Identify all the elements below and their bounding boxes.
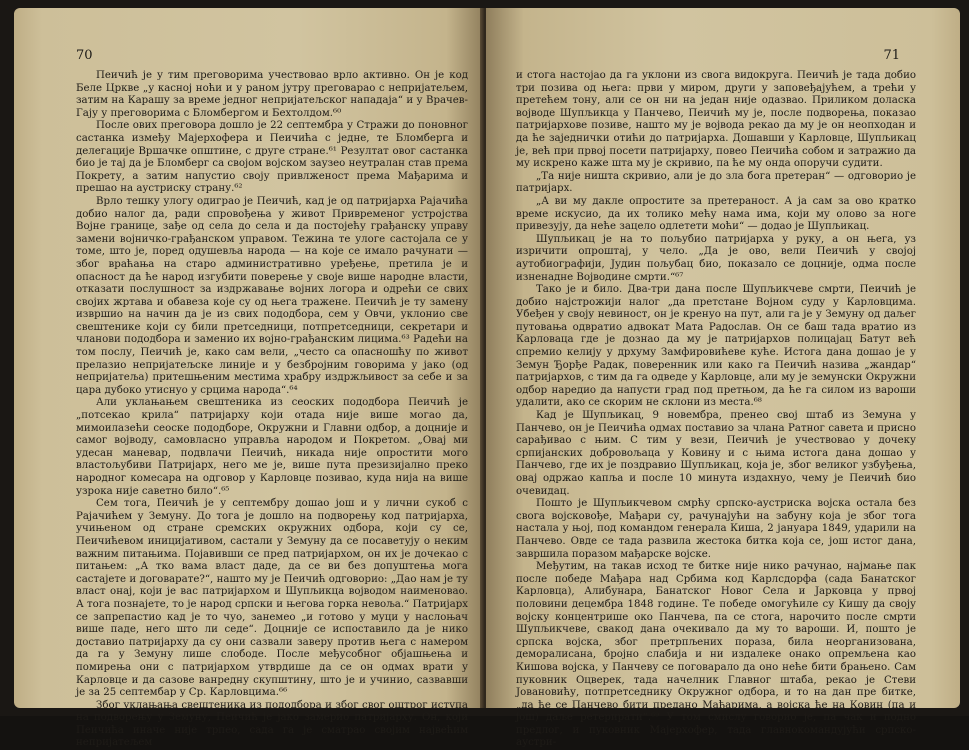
left-page	[14, 8, 484, 749]
paragraph: Али уклањањем свештеника из сеоских пододбора Пеичић је „потсекао крила“ патријарху који отада није више могао да, мимоилазећи сеоске пододборе, Окружни и Главни одбор, а доцније и самог војводу, самовласно управља народом и Покретом. „Овај ми удесан маневар, подвлачи Пеичић, никада није опростити мого властољубиви Патријарх, него ме је, више пута презизијално преко народног комесара на одговор у Карловце позивао, куда нија на више узрока није саветно било“.⁶⁵	[76, 397, 468, 497]
right-page	[486, 8, 960, 749]
paragraph: Пошто је Шупљикчевом смрћу српско-аустриска војска остала без свога војсковође, Мађари су, рачунајући на забуну која је због тога настала у њој, под командом генерала Киша, 2 јануара 1849, ударили на Панчево. Овде се тада развила жестока битка која се, још истог дана, завршила поразом мађарске војске.	[516, 498, 916, 560]
left-page-number: 70	[76, 48, 93, 63]
paragraph: Тако је и било. Два-три дана после Шупљикчеве смрти, Пеичић је добио најстрожији налог „да претстане Војном суду у Карловцима. Убеђен у своју невиност, он је кренуо на пут, али га је у Земуну од даљег путовања одвратио адвокат Мата Радослав. Он се баш тада вратио из Карловаца где је дознао да му је патријархов полицајац Батут већ спремио келију у дрхуму Замфировићеве куће. Истога дана дошао је у Земун Ђорђе Радак, поверенник или како га Пеичић назива „жандар“ патријархов, с тим да га одведе у Карловце, али му је земунски Окружни одбор наредио да напусти град под претњом, да ће га силом из вароши удалити, ако се скорим не склони из места.⁶⁸	[516, 284, 916, 409]
right-page-text	[516, 70, 916, 750]
paragraph: После ових преговора дошло је 22 септембра у Стражи до поновног састанка између Мајерхофера и Пеичића с једне, те Бломберга и делегације Вршачке општине, с друге стране.⁶¹ Резултат овог састанка био је тај да је Бломберг са својом војском заузео неутралан став према Покрету, а затим напустио своју привлженост према Мађарима и прешао на аустриску страну.⁶²	[76, 120, 468, 195]
paragraph: и стога настојао да га уклони из свога видокруга. Пеичић је тада добио три позива од њега: први у миром, други у заповеђајућем, а трећи у претећем тону, али се он ни на један није одазвао. Приликом доласка војводе Шупљикца у Панчево, Пеичић му је, после подворења, показао патријархове позиве, нашто му је војвода рекао да му је он неопходан и да ће заједнички отићи до патријарха. Дошавши у Карловце, Шупљикац је, већ при првој посети патријарху, повео Пеичића собом и затражио да му искрено каже шта му је скривио, па ће му онда опоручи судити.	[516, 70, 916, 170]
paragraph: Због уклањања свештеника из пододбора и због свог оштрог иступа на подворењу у Земуну, Пеичић је јако замерио патријарху. Он, који Пеичића иначе није трпео, сада га је сматрао својим највећим непријатељем	[76, 699, 468, 749]
paragraph: Кад је Шупљикац, 9 новембра, пренео свој штаб из Земуна у Панчево, он је Пеичића одмах поставио за члана Ратног савета и присно сарађивао с њим. С тим у вези, Пеичић је учествовао у дочеку српијанских добровољаца у Ковину и с њима истога дана дошао у Панчево, где их је поздравио Шупљикац, која је, због великог узбуђења, овај одржао капља и после 10 минута издахнуо, чему је Пеичић био очевидац.	[516, 410, 916, 497]
paragraph: Врло тешку улогу одиграо је Пеичић, кад је од патријарха Рајачића добио налог да, ради спровођења у живот Привременог устројства Војне границе, зађе од села до села и да постојећу грађанску управу замени војничко-грађанском управом. Тежина те улоге састојала се у томе, што је, поред одушевља народа — на које се имало рачунати — због враћања на старо административно уређење, претила је и опасност да ће народ изгубити поверење у своје више народне власти, отказати послушност за издржавање војних логора и одрећи се свих својих жртава и обавеза које су од њега тражене. Пеичић је ту замену извршио на начин да је из свих пододбора, сем у Овчи, уклонио све свештенике који су били претседници, потпретседници, секретари и чланови пододбора и заменио их војно-грађанским лицима.⁶³ Радећи на том послу, Пеичић је, како сам вели, „често са опасношћу по живот прелазио непријатељске линије и у безбројним говорима у јако (од непријатеља) притешњеним местима храбру издржљивост за себе и за цара дубоко утиснуо у срцима народа“.⁶⁴	[76, 195, 468, 396]
left-page-text	[76, 70, 468, 750]
paragraph: Сем тога, Пеичић је у септембру дошао још и у лични сукоб с Рајачићем у Земуну. До тога је дошло на подворењу код патријарха, учињеном од стране сремских окружних одбора, који су се, Пеичићевом иницијативом, састали у Земуну да се посаветују о неким важним питањима. Појавивши се пред патријархом, он их је дочекао с питањем: „А тко вама власт даде, да се ви без допуштења мога састајете и договарате?“, наштo му је Пеичић одговорио: „Дао нам је ту власт онај, који је вас патријархом и Шупљикца војводом наименовао. А тога познајете, то је народ српски и његова горка невоља.“ Патријарх се запрепастио кад је то чуо, занемео „и готово у муци у наслоњач више паде, него што ли седе“. Доцније се испоставило да је нико доставио патријарху да су они сазвали заверу против њега с намером да га у Земуну лише слободе. После међусобног објашњења и помирења они с патријархом утврдише да се он одмах врати у Карловце и да сазове ванредну скупштину, што је и учинио, сазвавши је за 25 септембар у Ср. Карловцима.⁶⁶	[76, 498, 468, 699]
paragraph: Шупљикац је на то пољубио патријарха у руку, а он њега, уз изричити опроштај, у чело. „Да је ово, вели Пеичић у својој аутобиографији, Јудин пољубац био, показало се доцније, одма после изненадне Војводине смрти.“⁶⁷	[516, 233, 916, 283]
paragraph: Међутим, на такав исход те битке није нико рачунао, најмање пак после победе Мађара над Србима код Карлсдорфа (сада Банатског Карловца), Алибунара, Банатског Новог Села и Јарковца у првој половини децембра 1848 године. Те победе омогућиле су Кишу да своју војску концентрише око Панчева, па се стога, нарочито после смрти Шупљикчеве, свакод дана очекивало да му то вароши. И, пошто је српска војска, због претрпљених пораза, била неорганизована, деморалисана, бројно слабија и ни издалеке онако опремљена као Кишова војска, у Панчеву се поговарало да оно неће бити брањено. Сам пуковник Оцверек, тада начелник Главног штаба, рекао је Стеви Јовановићу, потпретседнику Окружног одбора, и то на дан пре битке, „да ће се Панчево бити предано Мађарима, а војска ће на Ковин (па и још) даље ретерирати“.⁶⁹ У том смислу говорио је, па чак и подно предлог, и пуковник Мајерхофер, тада главнокомандујући српско-аустри-	[516, 561, 916, 749]
paragraph: „Та није ништа скривио, али је до зла бога претеран“ — одговорио је патријарх.	[516, 170, 916, 195]
right-page-number: 71	[883, 48, 900, 63]
paragraph: Пеичић је у тим преговорима учествовао врло активно. Он је код Беле Цркве „у касној ноћи и у раном јутру преговарао с непријатељем, затим на Карашу за време једног непријатељског нападаја“ и у Врачев-Гају у преговорима с Бломбергом и Бехтолдом.⁶⁰	[76, 70, 468, 119]
paragraph: „А ви му дакле опростите за претераност. А ја сам за ово кратко време искусио, да их толико мећу нама има, који му олово за ноге привезују, да неће зацело одлетети моћи“ — додао је Шупљикац.	[516, 195, 916, 233]
